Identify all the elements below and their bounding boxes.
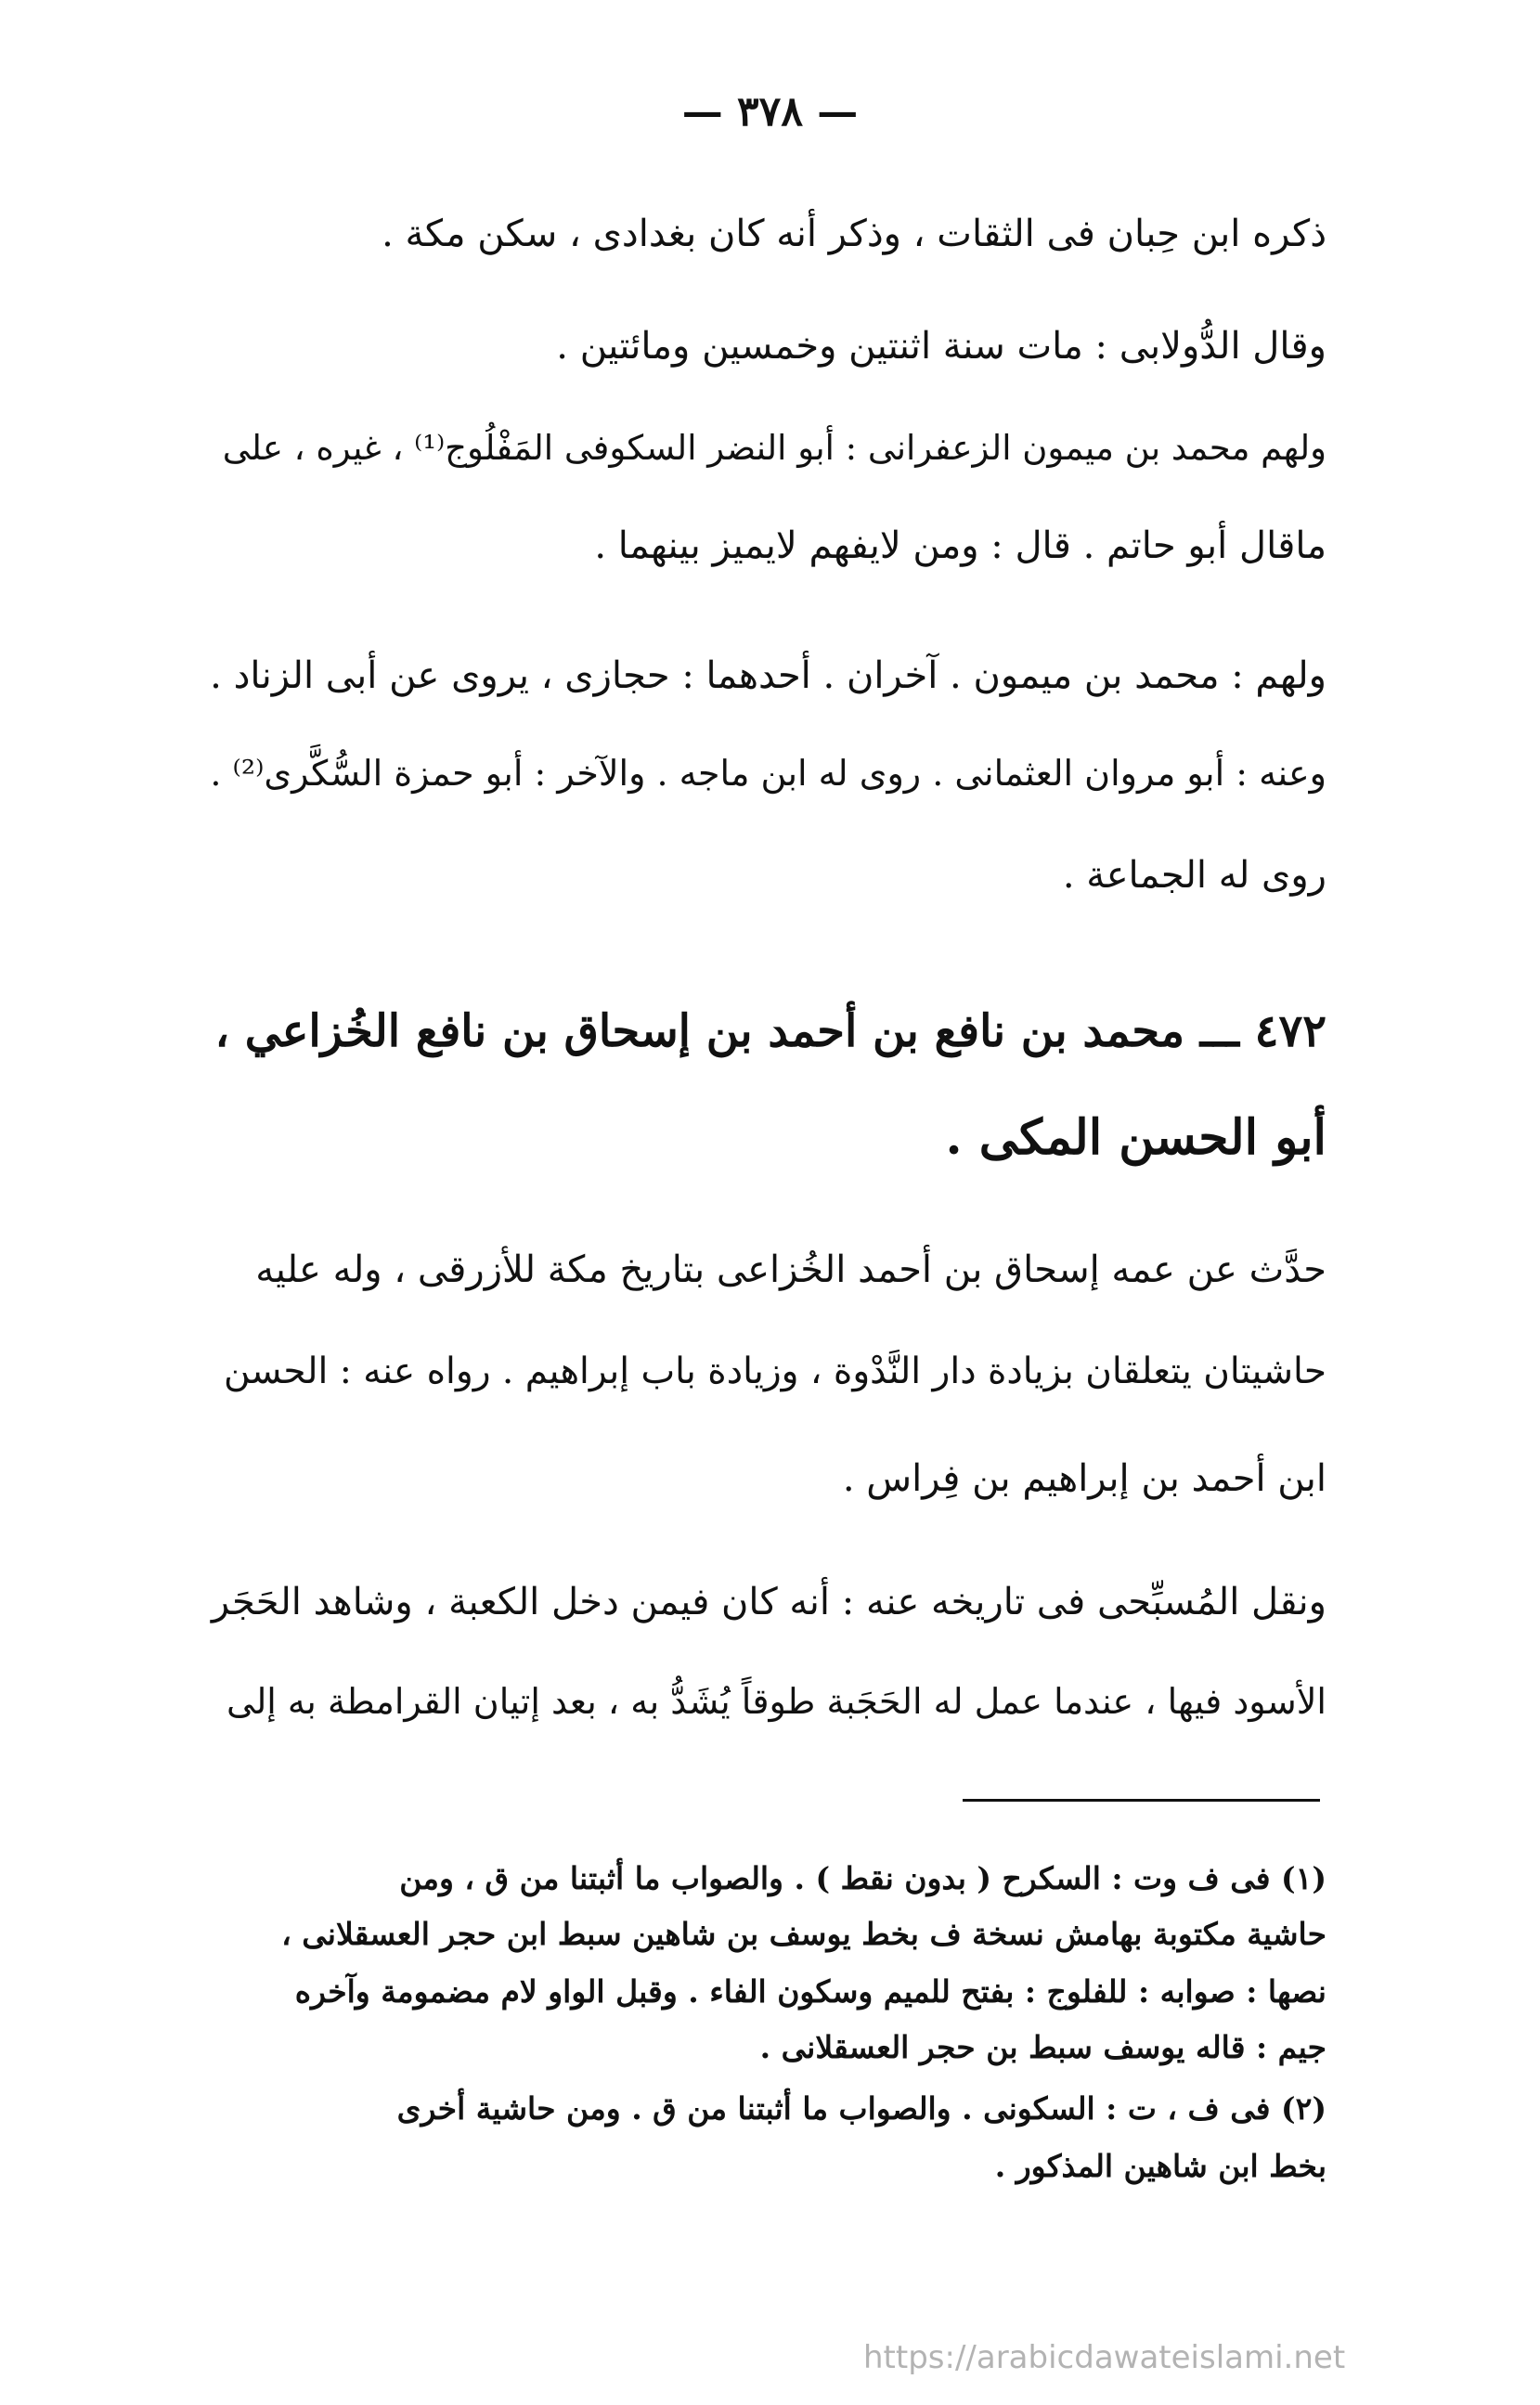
entry-line: ونقل المُسبِّحى فى تاريخه عنه : أنه كان فيمن دخل الكعبة ، وشاهد الحَجَر [211,1581,1326,1623]
body-line: ولهم محمد بن ميمون الزعفرانى : أبو النضر السكوفى المَفْلُوج⁽¹⁾ ، غيره ، على [222,428,1326,468]
body-line: وعنه : أبو مروان العثمانى . روى له ابن ماجه . والآخر : أبو حمزة السُّكَّرى⁽²⁾ . [210,753,1326,794]
page-number: — ٣٧٨ — [681,88,859,136]
entry-heading: ٤٧٢ ـــ محمد بن نافع بن أحمد بن إسحاق بن نافع الخُزاعي ، [214,1005,1326,1057]
body-line: وقال الدُّولابى : مات سنة اثنتين وخمسين ومائتين . [556,325,1326,368]
entry-line: ابن أحمد بن إبراهيم بن فِراس . [842,1457,1326,1500]
body-line: ذكره ابن حِبان فى الثقات ، وذكر أنه كان بغدادى ، سكن مكة . [382,213,1326,255]
body-line: ولهم : محمد بن ميمون . آخران . أحدهما : حجازى ، يروى عن أبى الزناد . [210,654,1326,697]
footnote-line: جيم : قاله يوسف سبط بن حجر العسقلانى . [759,2029,1326,2065]
footnote-line: بخط ابن شاهين المذكور . [994,2148,1326,2184]
body-line: ماقال أبو حاتم . قال : ومن لايفهم لايميز بينهما . [594,524,1326,567]
entry-heading-continued: أبو الحسن المكى . [945,1109,1326,1166]
footnote-separator [963,1799,1320,1802]
body-line: روى له الجماعة . [1062,854,1326,897]
entry-line: الأسود فيها ، عندما عمل له الحَجَبة طوقاً يُشَدُّ به ، بعد إتيان القرامطة به إلى [226,1681,1326,1722]
footnote-line: (١) فى ف وت : السكرح ( بدون نقط ) . والصواب ما أثبتنا من ق ، ومن [399,1860,1326,1896]
entry-line: حاشيتان يتعلقان بزيادة دار النَّدْوة ، وزيادة باب إبراهيم . رواه عنه : الحسن [223,1351,1326,1392]
footnote-line: نصها : صوابه : للفلوج : بفتح للميم وسكون الفاء . وقبل الواو لام مضمومة وآخره [294,1973,1326,2010]
watermark-url: https://arabicdawateislami.net [863,2339,1346,2376]
footnote-line: (٢) فى ف ، ت : السكونى . والصواب ما أثبتنا من ق . ومن حاشية أخرى [396,2090,1326,2127]
entry-line: حدَّث عن عمه إسحاق بن أحمد الخُزاعى بتاريخ مكة للأزرقى ، وله عليه [255,1248,1326,1291]
footnote-line: حاشية مكتوبة بهامش نسخة ف بخط يوسف بن شاهين سبط ابن حجر العسقلانى ، [281,1916,1326,1952]
